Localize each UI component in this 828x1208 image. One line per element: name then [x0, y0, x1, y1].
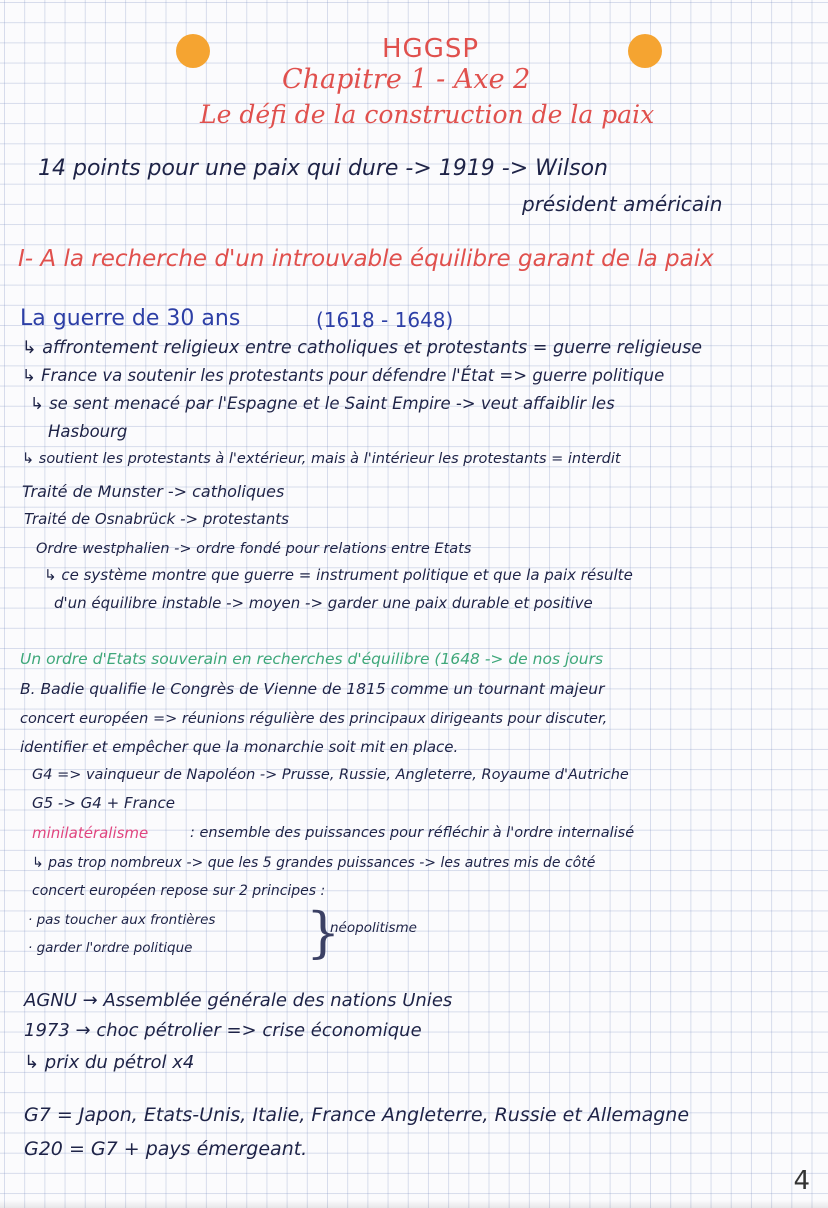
intro-line: 14 points pour une paix qui dure -> 1919 -> Wilson: [38, 156, 608, 181]
order-heading: Un ordre d'Etats souverain en recherches d'équilibre (1648 -> de nos jours: [20, 650, 604, 668]
war-line: Ordre westphalien -> ordre fondé pour relations entre Etats: [36, 541, 472, 557]
war-line: ↳ affrontement religieux entre catholiques et protestants = guerre religieuse: [22, 338, 703, 358]
order-line: G4 => vainqueur de Napoléon -> Prusse, Russie, Angleterre, Royaume d'Autriche: [32, 767, 629, 783]
war-line: Traité de Osnabrück -> protestants: [24, 510, 289, 528]
war-line: Traité de Munster -> catholiques: [22, 482, 285, 501]
war-line: Hasbourg: [48, 422, 128, 441]
page-number: 4: [793, 1166, 810, 1196]
principle-item: · garder l'ordre politique: [28, 940, 193, 956]
war-dates: (1618 - 1648): [316, 308, 454, 332]
war-heading: La guerre de 30 ans: [20, 306, 241, 331]
war-line: ↳ ce système montre que guerre = instrument politique et que la paix résulte: [44, 566, 633, 584]
page-title: HGGSP: [382, 34, 480, 64]
war-line: ↳ France va soutenir les protestants pour défendre l'État => guerre politique: [22, 366, 665, 385]
section-heading: I- A la recherche d'un introuvable équilibre garant de la paix: [18, 246, 714, 272]
war-line: ↳ soutient les protestants à l'extérieur, mais à l'intérieur les protestants = interdit: [22, 451, 621, 467]
multilateralism-term: minilatéralisme: [32, 824, 149, 842]
binder-hole-left: [176, 34, 210, 68]
page-bottom-edge: [0, 1200, 828, 1208]
order-line: ↳ pas trop nombreux -> que les 5 grandes puissances -> les autres mis de côté: [32, 855, 596, 871]
agnu-line: AGNU → Assemblée générale des nations Unies: [24, 990, 453, 1011]
chapter-title: Chapitre 1 - Axe 2: [282, 64, 531, 95]
order-line: concert européen repose sur 2 principes :: [32, 883, 326, 899]
multilateralism-definition: : ensemble des puissances pour réfléchir à l'ordre internalisé: [190, 825, 635, 841]
agnu-line: 1973 → choc pétrolier => crise économique: [24, 1020, 422, 1041]
war-line: d'un équilibre instable -> moyen -> garder une paix durable et positive: [54, 594, 593, 612]
group-line: G20 = G7 + pays émergeant.: [24, 1138, 308, 1160]
principle-item: · pas toucher aux frontières: [28, 912, 216, 928]
group-line: G7 = Japon, Etats-Unis, Italie, France Angleterre, Russie et Allemagne: [24, 1104, 690, 1126]
principles-brace: }: [306, 901, 341, 964]
order-line: G5 -> G4 + France: [32, 794, 175, 812]
binder-hole-right: [628, 34, 662, 68]
order-line: B. Badie qualifie le Congrès de Vienne de 1815 comme un tournant majeur: [20, 680, 605, 698]
chapter-subtitle: Le défi de la construction de la paix: [200, 100, 655, 129]
war-line: ↳ se sent menacé par l'Espagne et le Saint Empire -> veut affaiblir les: [30, 394, 615, 413]
order-line: identifier et empêcher que la monarchie soit mit en place.: [20, 738, 459, 756]
brace-label: néopolitisme: [330, 920, 417, 936]
agnu-line: ↳ prix du pétrol x4: [24, 1052, 195, 1073]
intro-line-2: président américain: [522, 192, 723, 216]
order-line: concert européen => réunions régulière des principaux dirigeants pour discuter,: [20, 711, 608, 727]
